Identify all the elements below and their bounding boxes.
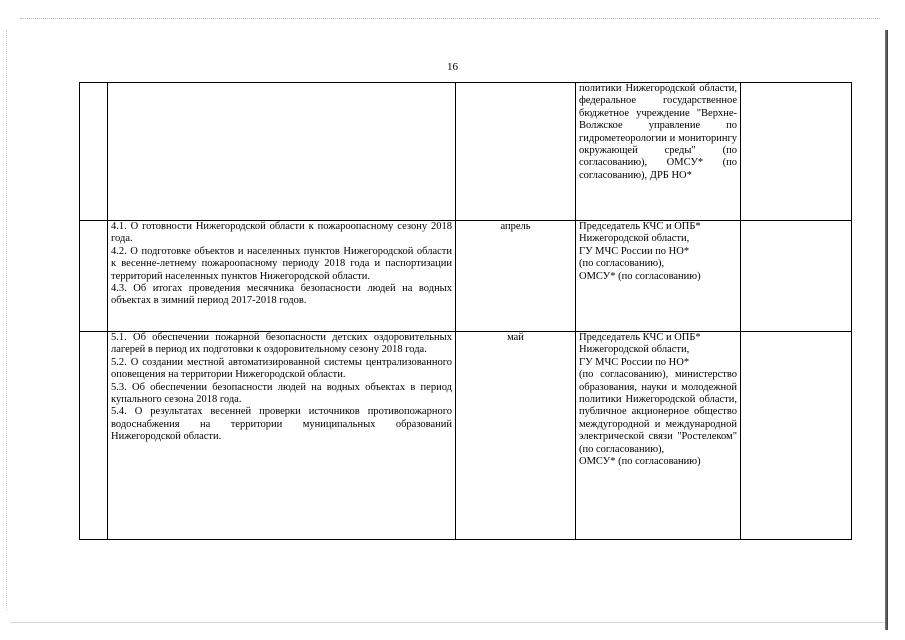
event-item: 5.1. Об обеспечении пожарной безопасности детских оздоровительных лагерей в период их подготовки к оздоровительному сезону 2018 года. bbox=[111, 332, 452, 356]
note-cell bbox=[741, 83, 852, 221]
number-cell bbox=[80, 83, 108, 221]
scan-edge-bottom bbox=[10, 622, 885, 623]
responsible-line: ОМСУ* (по согласованию) bbox=[579, 456, 701, 468]
plan-table bbox=[79, 82, 852, 540]
responsible-line: ГУ МЧС России по НО* bbox=[579, 356, 690, 368]
page-number: 16 bbox=[447, 61, 458, 73]
responsible-cell bbox=[576, 83, 741, 221]
scan-edge-left bbox=[6, 30, 7, 610]
responsible-line: Нижегородской области, bbox=[579, 233, 690, 245]
scan-edge-top bbox=[20, 18, 880, 19]
event-item: 5.4. О результатах весенней проверки источников противопожарного водоснабжения на территории муниципальных образований Нижегородской области. bbox=[111, 406, 452, 443]
responsible-cell bbox=[576, 221, 741, 332]
responsible-line: Нижегородской области, bbox=[579, 344, 690, 356]
responsible-text: политики Нижегородской области, федеральное государственное бюджетное учреждение "Верхне-Волжское управление по гидрометеорологии и мониторингу окружающей среды" (по согласованию), ОМСУ* (по согласованию), ДРБ НО* bbox=[579, 83, 737, 181]
event-item: 4.2. О подготовке объектов и населенных пунктов Нижегородской области к весенне-летнему пожароопасному периоду 2018 года и паспортизации территорий населенных пунктов Нижегородской области. bbox=[111, 245, 452, 282]
event-item: 5.3. Об обеспечении безопасности людей на водных объектах в период купального сезона 2018 года. bbox=[111, 381, 452, 406]
note-cell bbox=[741, 221, 852, 332]
events-cell bbox=[108, 83, 456, 221]
events-cell bbox=[108, 332, 456, 540]
note-cell bbox=[741, 332, 852, 540]
responsible-cell bbox=[576, 332, 741, 540]
table-row bbox=[80, 332, 852, 540]
responsible-line: (по согласованию), министерство образования, науки и молодежной политики Нижегородской области, публичное акционерное общество междугородной и международной электрической связи "Ростелеком" (по согласованию), bbox=[579, 369, 737, 455]
event-item: 5.2. О создании местной автоматизированной системы централизованного оповещения на территории Нижегородской области. bbox=[111, 356, 452, 381]
number-cell bbox=[80, 221, 108, 332]
table-row bbox=[80, 83, 852, 221]
event-item: 4.1. О готовности Нижегородской области к пожароопасному сезону 2018 года. bbox=[111, 221, 452, 245]
responsible-line: ГУ МЧС России по НО* bbox=[579, 245, 690, 257]
events-cell bbox=[108, 221, 456, 332]
period-cell bbox=[456, 83, 576, 221]
table-row bbox=[80, 221, 852, 332]
period-label: май bbox=[507, 332, 524, 343]
period-label: апрель bbox=[500, 221, 531, 232]
event-item: 4.3. Об итогах проведения месячника безопасности людей на водных объектах в зимний период 2017-2018 годов. bbox=[111, 283, 452, 307]
responsible-line: (по согласованию), bbox=[579, 258, 665, 270]
period-cell bbox=[456, 221, 576, 332]
number-cell bbox=[80, 332, 108, 540]
period-cell bbox=[456, 332, 576, 540]
scan-edge-right bbox=[885, 30, 888, 630]
responsible-line: ОМСУ* (по согласованию) bbox=[579, 270, 701, 282]
responsible-line: Председатель КЧС и ОПБ* bbox=[579, 332, 701, 343]
responsible-line: Председатель КЧС и ОПБ* bbox=[579, 221, 701, 232]
